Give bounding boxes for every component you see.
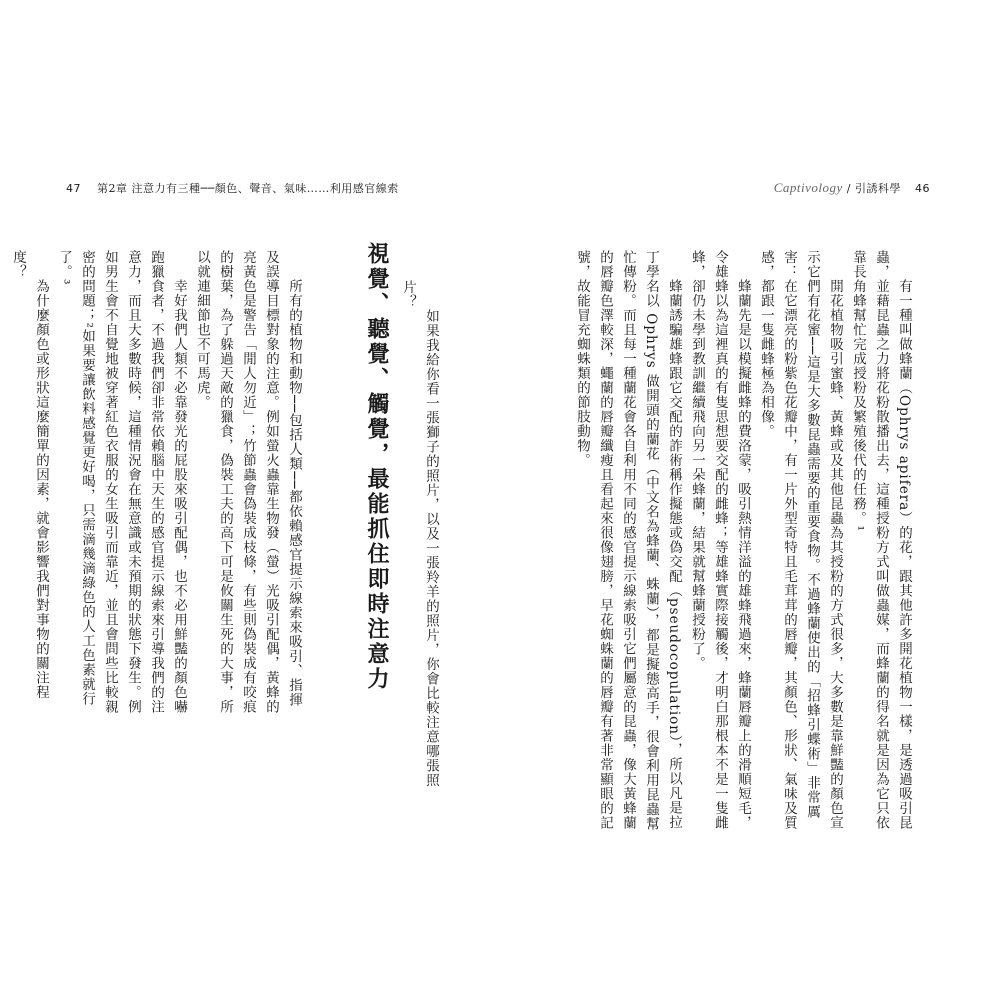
right-page-number: 46 [915, 182, 930, 195]
section-heading: 視覺、聽覺、觸覺，最能抓住即時注意力 [364, 242, 389, 692]
header-separator: / [842, 182, 855, 195]
right-running-head: 引誘科學 [855, 182, 901, 195]
right-page [500, 0, 1000, 1000]
left-lead-paragraph: 如果我給你看一張獅子的照片，以及一張羚羊的照片，你會比較注意哪張照片？ [400, 280, 439, 788]
book-brand: Captivology [773, 180, 843, 195]
left-running-header [66, 180, 399, 196]
left-running-head: 第2章 注意力有三種──顏色、聲音、氣味……利用感官線索 [97, 182, 399, 195]
left-page-number: 47 [66, 182, 81, 195]
right-running-header [774, 180, 930, 196]
right-body-text: 有一種叫做蜂蘭（Ophrys apifera）的花，跟其他許多開花植物一樣，是透過吸引昆蟲，並藉昆蟲之力將花粉散播出去，這種授粉方式叫做蟲媒，而蜂蘭的得名就是因為它只依靠長角蜂幫忙完成授粉及繁殖後代的任務。¹ 開花植物吸引蜜蜂、黃蜂或及其他昆蟲為其授粉的方式很多，大多數是靠鮮豔的顏色宣示它們有花蜜──這是大多數昆蟲需要的重要食物。不過蜂蘭使出的「招蜂引蝶術」非常厲害：在它漂亮的粉紫色花瓣中，有一片外型奇特且毛茸茸的唇瓣，其顏色、形狀、氣味及質感，都跟一隻雌蜂極為相像。 蜂蘭先是以模擬雌蜂的費洛蒙，吸引熱情洋溢的雄蜂飛過來，蜂蘭唇瓣上的滑順短毛，令雄蜂以為這裡真的有隻思想要交配的雌蜂；等雄蜂實際接觸後，才明白那根本不是一隻雌蜂，卻仍未學到教訓繼續飛向另一朵蜂蘭，結果就幫蜂蘭授粉了。 蜂蘭誘騙雄蜂跟它交配的詐術稱作擬態或偽交配（pseudocopulation），所以凡是拉丁學名以 Ophrys 做開頭的蘭花（中文名為蜂蘭、蛛蘭），都是擬態高手，很會利用昆蟲幫忙傳粉。而且每一種蘭花會各自利用不同的感官提示線索吸引它們屬意的昆蟲，像大黃蜂蘭的唇瓣色澤較深，蠅蘭的唇瓣纖瘦且看起來很像翅膀，早花蜘蛛蘭的唇瓣有著非常顯眼的記號，故能冒充蜘蛛類的節肢動物。 [574, 250, 912, 832]
left-body-text: 所有的植物和動物──包括人類──都依賴感官提示線索來吸引、指揮及誤導目標對象的注意。例如螢火蟲靠生物發（螢）光吸引配偶，黃蜂的亮黃色是警告「閒人勿近」；竹節蟲會偽裝成枝條，有些則偽裝成有咬痕的樹葉，為了躲過天敵的獵食，偽裝工夫的高下可是攸關生死的大事，所以就連細節也不可馬虎。 幸好我們人類不必靠發光的屁股來吸引配偶，也不必用鮮豔的顏色嚇跑獵食者，不過我們卻非常依賴腦中天生的感官提示線索來引導我們的注意力，而且大多數時候，這種情況會在無意識或未預期的狀態下發生。例如男生會不自覺地被穿著紅色衣服的女生吸引而靠近，並且會問些比較親密的問題；²如果要讓飲料感覺更好喝，只需滴幾滴綠色的人工色素就行了。³ 為什麼顏色或形狀這麼簡單的因素，就會影響我們對事物的關注程度？ [10, 250, 302, 714]
